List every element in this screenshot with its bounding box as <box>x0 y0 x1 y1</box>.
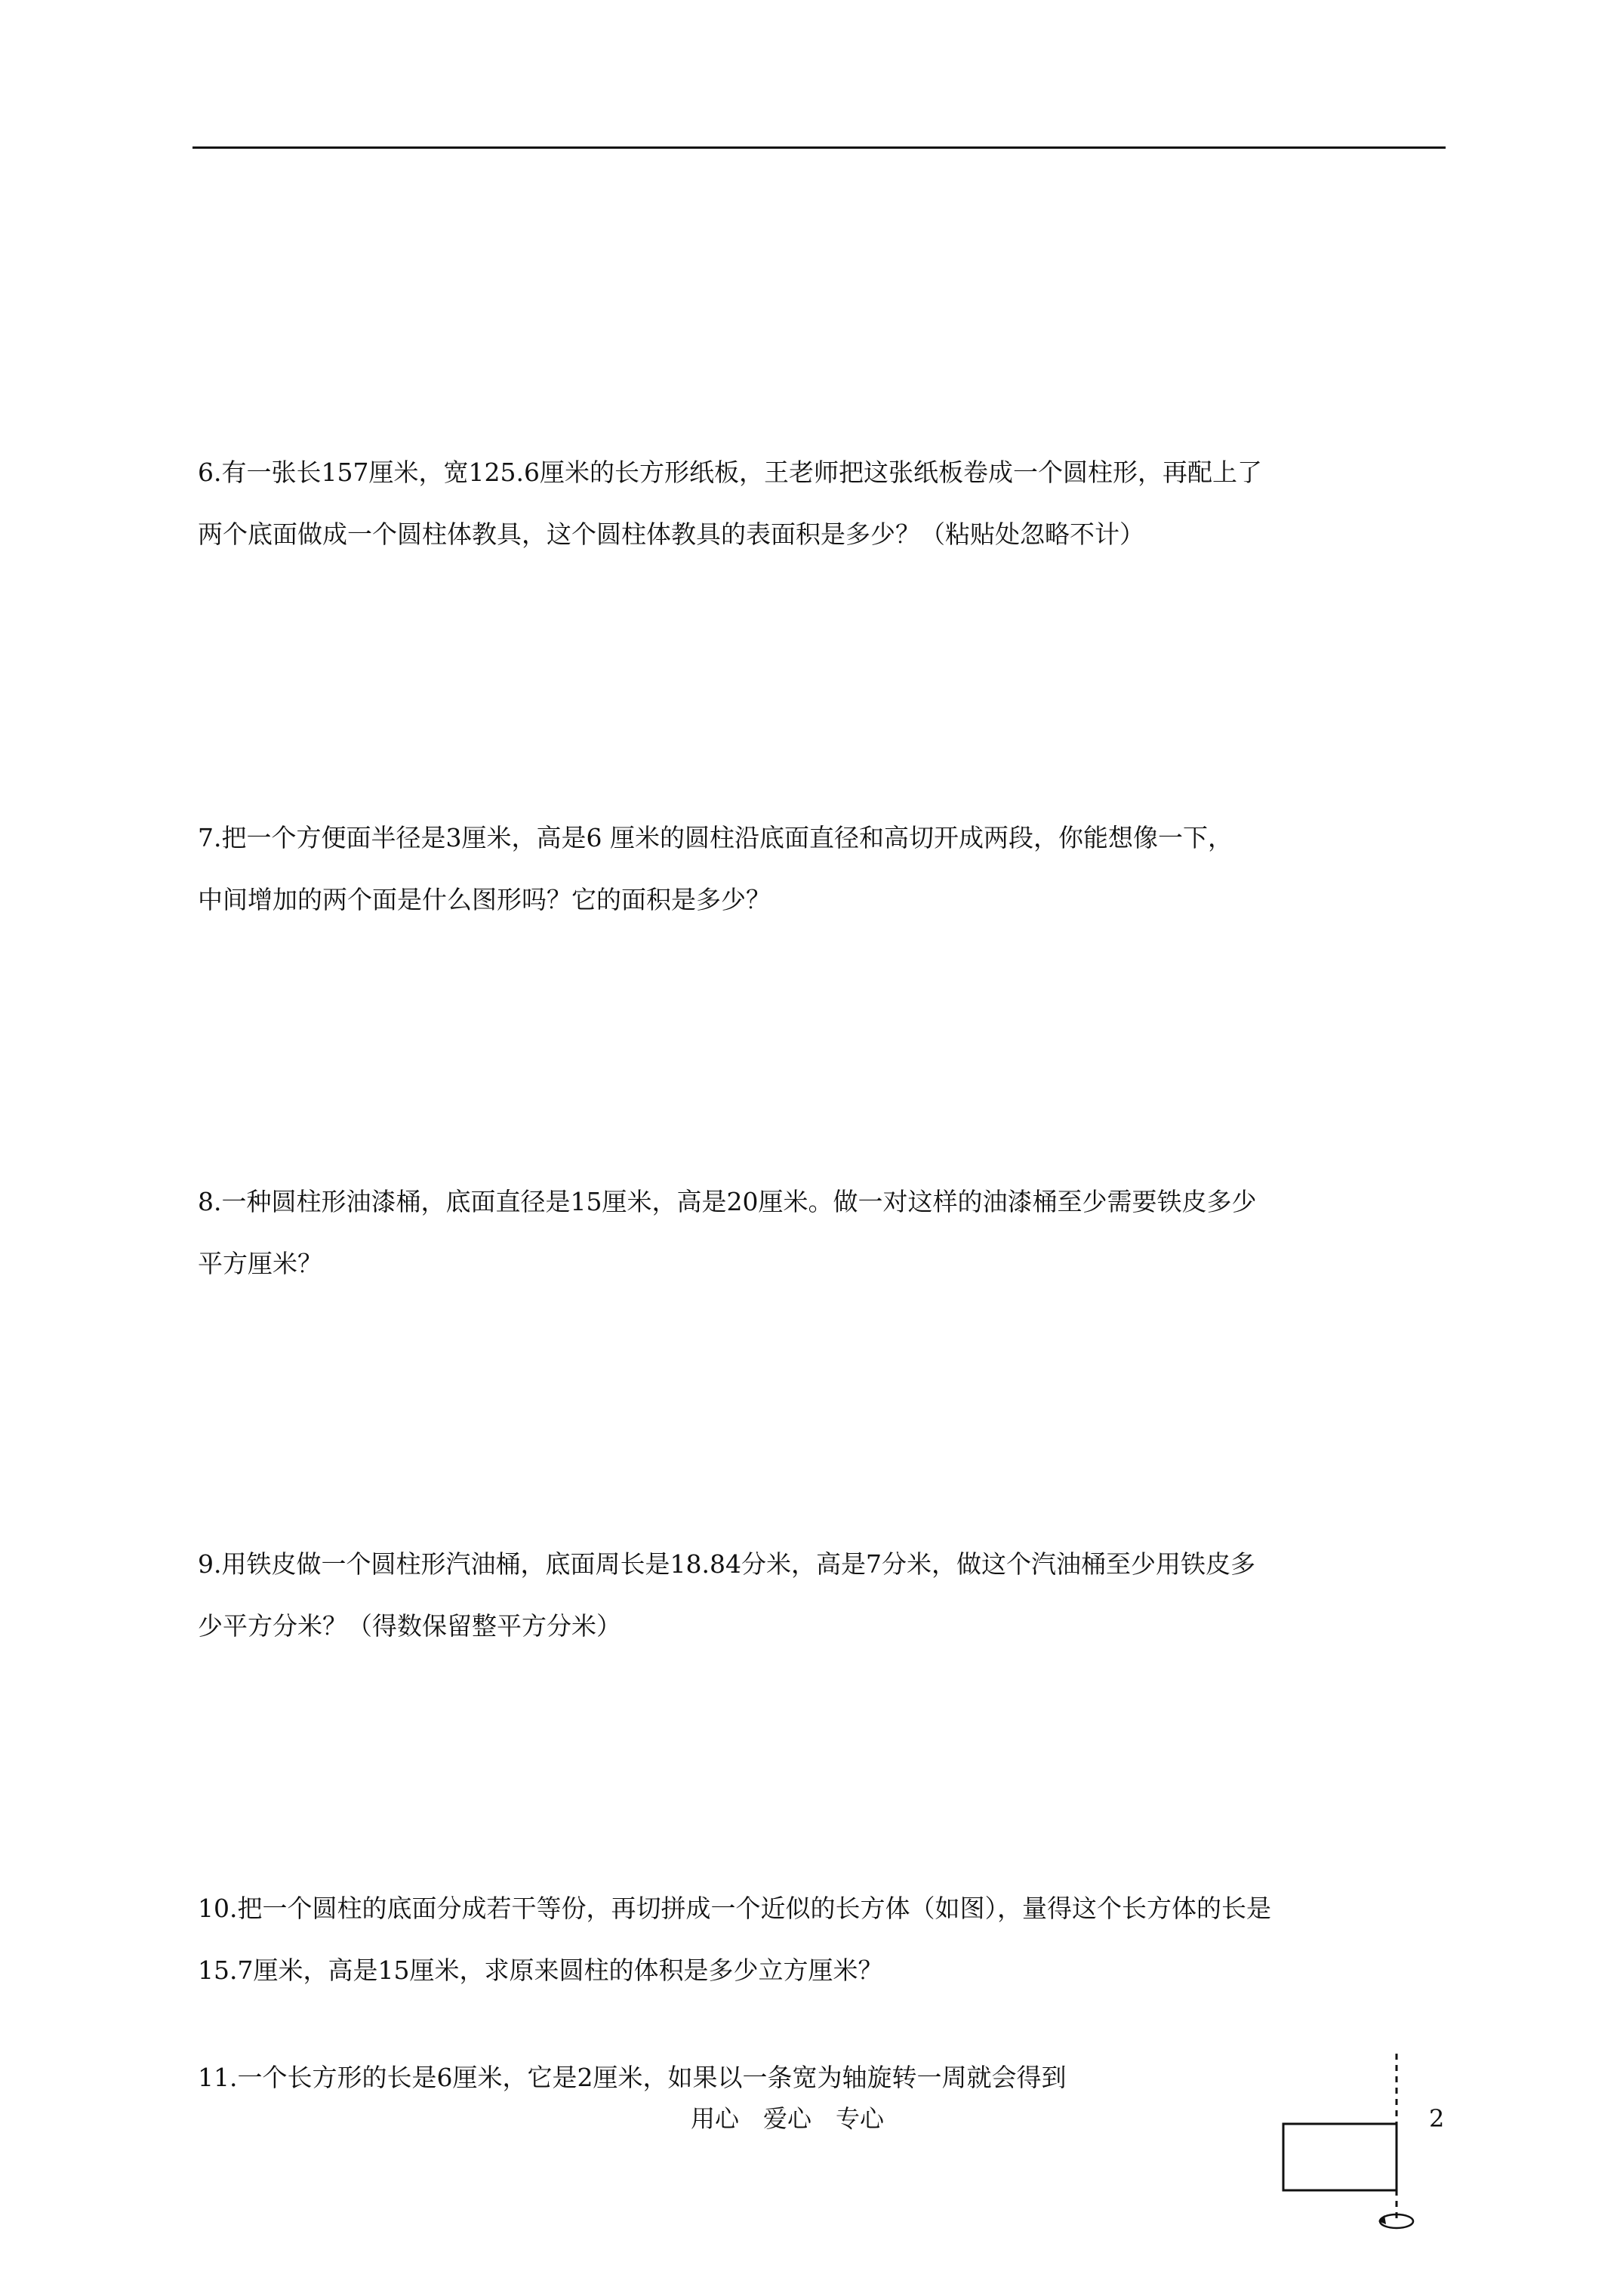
problem-7-line-1: 7.把一个方便面半径是3厘米，高是6 厘米的圆柱沿底面直径和高切开成两段，你能想像一下， <box>198 823 1233 852</box>
footer-motto: 用心 爱心 专心 <box>691 2104 885 2133</box>
problem-8-line-2: 平方厘米？ <box>198 1249 322 1278</box>
problem-10-line-2: 15.7厘米，高是15厘米，求原来圆柱的体积是多少立方厘米？ <box>198 1955 883 1985</box>
problem-9-line-1: 9.用铁皮做一个圆柱形汽油桶，底面周长是18.84分米，高是7分米，做这个汽油桶至少用铁皮多 <box>198 1549 1255 1579</box>
rectangle-rotation-axis-icon <box>1276 2054 1427 2235</box>
problem-6-line-2: 两个底面做成一个圆柱体教具，这个圆柱体教具的表面积是多少？（粘贴处忽略不计） <box>198 519 1144 549</box>
problem-9-line-2: 少平方分米？（得数保留整平方分米） <box>198 1611 621 1641</box>
rectangle-shape <box>1283 2124 1397 2190</box>
problem-7-line-2: 中间增加的两个面是什么图形吗？它的面积是多少？ <box>198 885 771 914</box>
problem-6-line-1: 6.有一张长157厘米，宽125.6厘米的长方形纸板，王老师把这张纸板卷成一个圆柱形，再配上了 <box>198 458 1262 487</box>
page-number: 2 <box>1429 2104 1445 2133</box>
problem-11-line-1: 11.一个长方形的长是6厘米，它是2厘米，如果以一条宽为轴旋转一周就会得到 <box>198 2063 1067 2092</box>
problem-8-line-1: 8.一种圆柱形油漆桶，底面直径是15厘米，高是20厘米。做一对这样的油漆桶至少需要铁皮多少 <box>198 1187 1257 1216</box>
problem-10-line-1: 10.把一个圆柱的底面分成若干等份，再切拼成一个近似的长方体（如图），量得这个长方体的长是 <box>198 1894 1271 1923</box>
header-rule <box>192 146 1446 149</box>
